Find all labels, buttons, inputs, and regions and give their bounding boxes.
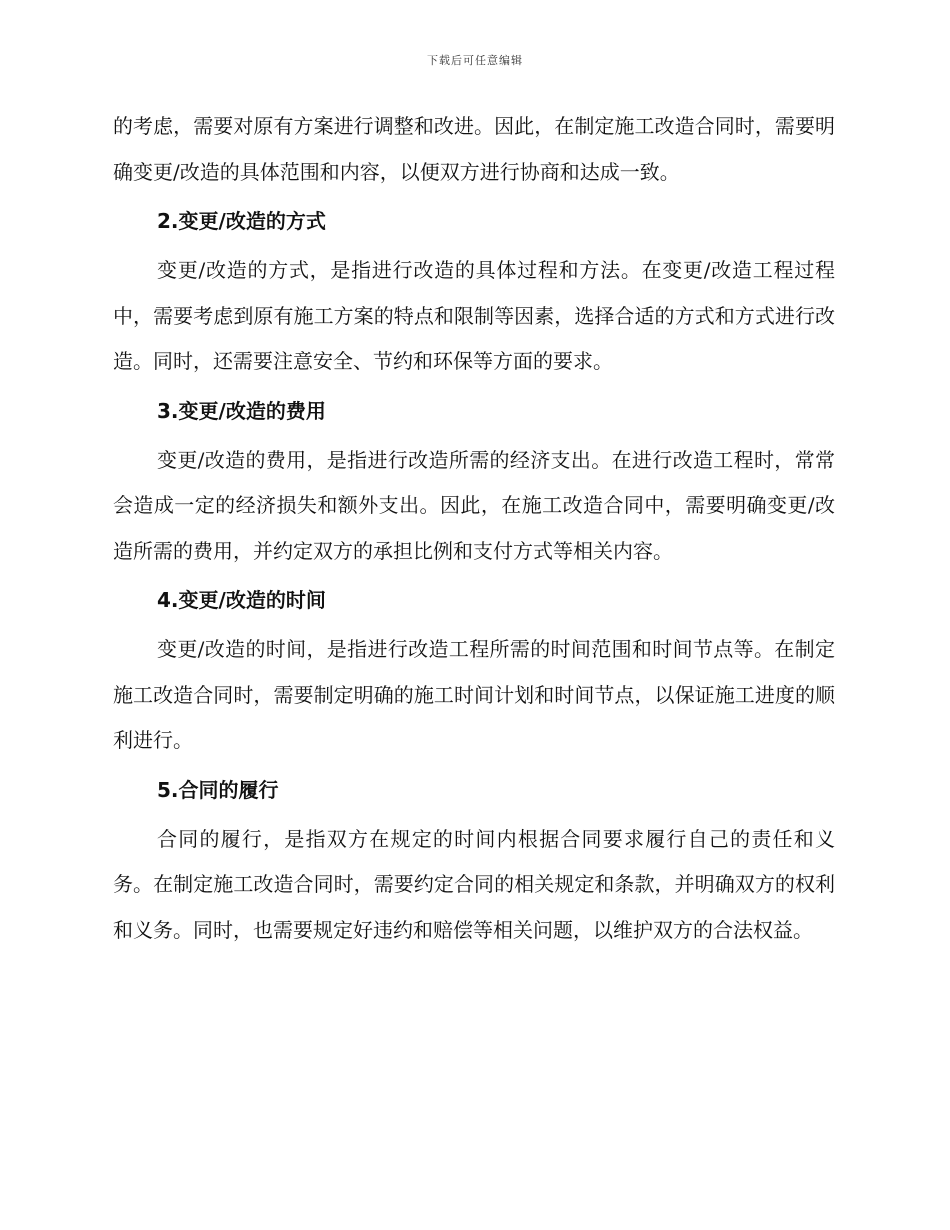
paragraph-continuation: 的考虑，需要对原有方案进行调整和改进。因此，在制定施工改造合同时，需要明确变更/改造的具体范围和内容，以便双方进行协商和达成一致。 (113, 114, 835, 184)
section-heading-2: 2.变更/改造的方式 (157, 209, 326, 233)
section-body-2: 变更/改造的方式，是指进行改造的具体过程和方法。在变更/改造工程过程中，需要考虑到原有施工方案的特点和限制等因素，选择合适的方式和方式进行改造。同时，还需要注意安全、节约和环保等方面的要求。 (113, 258, 835, 373)
section-heading-5: 5.合同的履行 (157, 777, 279, 802)
document-body (113, 104, 835, 953)
section-heading-4: 4.变更/改造的时间 (157, 588, 326, 612)
page-header: 下载后可任意编辑 (427, 54, 523, 67)
section-body-4: 变更/改造的时间，是指进行改造工程所需的时间范围和时间节点等。在制定施工改造合同时，需要制定明确的施工时间计划和时间节点，以保证施工进度的顺利进行。 (113, 637, 835, 752)
section-heading-3: 3.变更/改造的费用 (157, 398, 326, 423)
section-body-5: 合同的履行，是指双方在规定的时间内根据合同要求履行自己的责任和义务。在制定施工改造合同时，需要约定合同的相关规定和条款，并明确双方的权利和义务。同时，也需要规定好违约和赔偿等相关问题，以维护双方的合法权益。 (113, 826, 835, 942)
section-body-3: 变更/改造的费用，是指进行改造所需的经济支出。在进行改造工程时，常常会造成一定的经济损失和额外支出。因此，在施工改造合同中，需要明确变更/改造所需的费用，并约定双方的承担比例和支付方式等相关内容。 (113, 447, 835, 563)
